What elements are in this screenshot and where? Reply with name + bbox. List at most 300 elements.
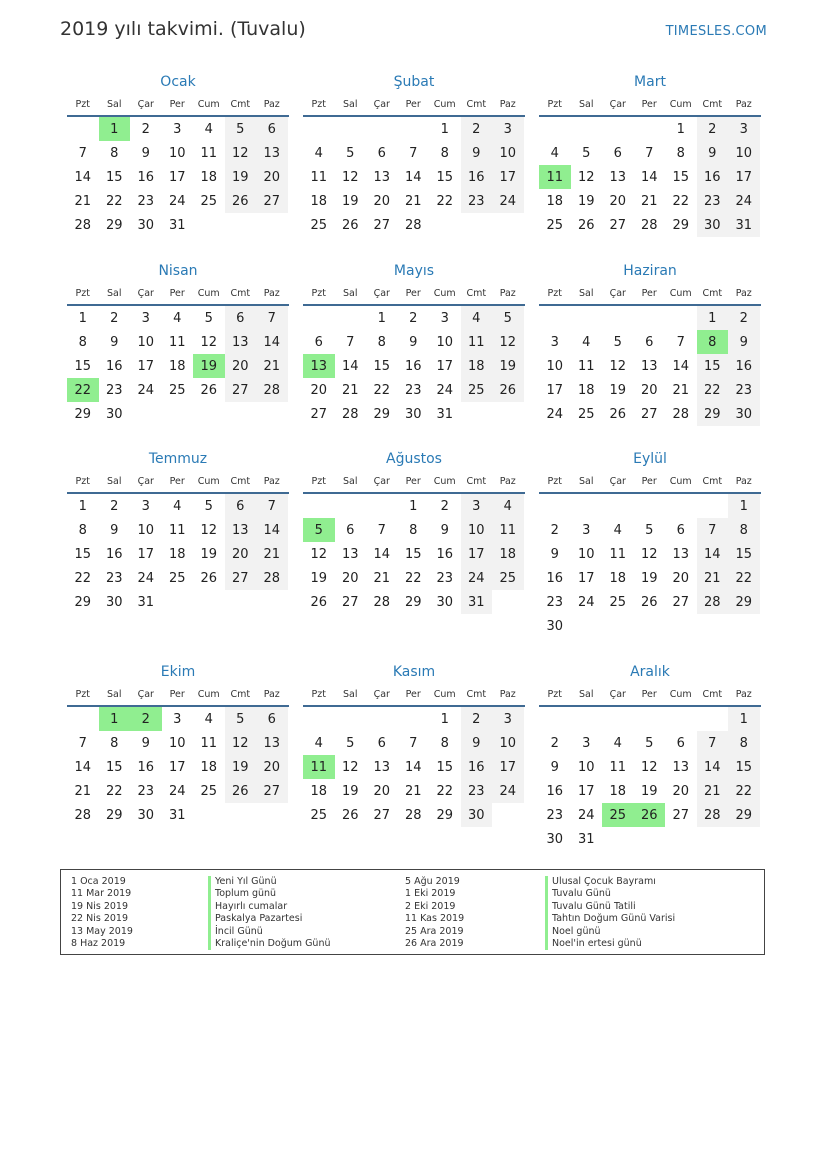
day-cell: 30 (404, 406, 422, 422)
legend-holiday-name: Yeni Yıl Günü (208, 876, 331, 888)
day-cell: 23 (546, 594, 564, 610)
holiday-day-cell: 2 (130, 707, 162, 731)
day-cell: 16 (137, 759, 155, 775)
day-cell: 24 (492, 779, 524, 803)
day-cell: 29 (404, 594, 422, 610)
day-cell: 21 (341, 382, 359, 398)
day-cell: 17 (546, 382, 564, 398)
day-cell: 23 (105, 382, 123, 398)
day-cell: 20 (225, 542, 257, 566)
day-cell: 12 (640, 546, 658, 562)
day-cell: 6 (256, 117, 288, 141)
weekday-label: Paz (263, 688, 280, 700)
day-cell: 7 (78, 735, 87, 751)
day-cell: 24 (436, 382, 454, 398)
month-name: Kasım (392, 664, 436, 680)
weekday-label: Cum (669, 475, 692, 487)
day-cell: 5 (204, 498, 213, 514)
day-cell: 3 (492, 117, 524, 141)
empty-cell (303, 306, 335, 330)
empty-cell (602, 117, 634, 141)
day-cell: 27 (225, 566, 257, 590)
day-cell: 18 (609, 783, 627, 799)
day-cell: 13 (672, 546, 690, 562)
day-cell: 2 (440, 498, 449, 514)
empty-cell (571, 117, 603, 141)
day-cell: 4 (173, 498, 182, 514)
weekday-row (303, 282, 525, 306)
day-cell: 26 (609, 406, 627, 422)
day-cell: 2 (110, 498, 119, 514)
day-cell: 28 (74, 807, 92, 823)
day-cell: 30 (546, 618, 564, 634)
day-cell: 2 (141, 121, 150, 137)
day-cell: 30 (728, 402, 760, 426)
empty-cell (366, 117, 398, 141)
weekday-label: Pzt (311, 475, 326, 487)
days-grid (303, 117, 525, 237)
empty-cell (366, 707, 398, 731)
day-cell: 29 (436, 807, 454, 823)
day-cell: 16 (105, 546, 123, 562)
day-cell: 5 (225, 117, 257, 141)
day-cell: 27 (373, 217, 391, 233)
weekday-label: Per (405, 688, 421, 700)
weekday-label: Sal (579, 98, 594, 110)
day-cell: 16 (546, 570, 564, 586)
day-cell: 10 (492, 141, 524, 165)
weekday-label: Sal (343, 98, 358, 110)
day-cell: 5 (204, 310, 213, 326)
day-cell: 17 (168, 759, 186, 775)
weekday-label: Sal (107, 287, 122, 299)
month-name: Ekim (160, 664, 196, 680)
weekday-label: Paz (735, 287, 752, 299)
day-cell: 21 (256, 354, 288, 378)
day-cell: 31 (137, 594, 155, 610)
day-cell: 4 (582, 334, 591, 350)
day-cell: 27 (256, 189, 288, 213)
day-cell: 2 (550, 735, 559, 751)
day-cell: 7 (78, 145, 87, 161)
weekday-label: Per (641, 98, 657, 110)
day-cell: 21 (640, 193, 658, 209)
legend-holiday-name: İncil Günü (208, 926, 331, 938)
weekday-row (539, 470, 761, 494)
day-cell: 30 (105, 406, 123, 422)
days-grid (67, 117, 289, 237)
day-cell: 9 (728, 330, 760, 354)
empty-cell (303, 117, 335, 141)
day-cell: 14 (640, 169, 658, 185)
weekday-label: Cum (669, 287, 692, 299)
day-cell: 23 (105, 570, 123, 586)
day-cell: 13 (225, 330, 257, 354)
weekday-label: Cmt (702, 287, 723, 299)
day-cell: 10 (577, 546, 595, 562)
day-cell: 15 (74, 546, 92, 562)
day-cell: 21 (373, 570, 391, 586)
weekday-row (303, 470, 525, 494)
day-cell: 27 (310, 406, 328, 422)
days-grid (67, 494, 289, 614)
day-cell: 20 (310, 382, 328, 398)
day-cell: 22 (728, 779, 760, 803)
day-cell: 14 (256, 330, 288, 354)
legend-date: 13 May 2019 (71, 925, 133, 937)
legend-date: 1 Eki 2019 (405, 888, 456, 900)
weekday-label: Pzt (547, 475, 562, 487)
day-cell: 16 (137, 169, 155, 185)
holiday-day-cell: 26 (634, 803, 666, 827)
day-cell: 16 (404, 358, 422, 374)
weekday-label: Per (641, 688, 657, 700)
day-cell: 2 (110, 310, 119, 326)
day-cell: 7 (645, 145, 654, 161)
day-cell: 19 (341, 193, 359, 209)
day-cell: 25 (546, 217, 564, 233)
day-cell: 7 (256, 494, 288, 518)
empty-cell (571, 707, 603, 731)
day-cell: 9 (550, 546, 559, 562)
weekday-label: Paz (263, 475, 280, 487)
legend-holiday-name: Noel günü (545, 926, 675, 938)
day-cell: 17 (168, 169, 186, 185)
day-cell: 20 (373, 783, 391, 799)
day-cell: 26 (200, 570, 218, 586)
day-cell: 8 (78, 334, 87, 350)
day-cell: 2 (550, 522, 559, 538)
weekday-label: Cum (197, 688, 220, 700)
weekday-label: Pzt (75, 688, 90, 700)
weekday-row (303, 683, 525, 707)
day-cell: 5 (645, 735, 654, 751)
weekday-row (67, 93, 289, 117)
weekday-row (67, 470, 289, 494)
weekday-label: Cum (197, 287, 220, 299)
day-cell: 13 (609, 169, 627, 185)
day-cell: 15 (105, 759, 123, 775)
month-block (539, 448, 761, 638)
day-cell: 22 (728, 566, 760, 590)
weekday-label: Paz (735, 475, 752, 487)
day-cell: 29 (105, 807, 123, 823)
weekday-label: Cmt (466, 287, 487, 299)
day-cell: 9 (550, 759, 559, 775)
legend-date: 2 Eki 2019 (405, 900, 456, 912)
day-cell: 6 (256, 707, 288, 731)
day-cell: 27 (373, 807, 391, 823)
month-name: Ocak (160, 74, 196, 90)
brand-link[interactable]: TIMESLES.COM (665, 24, 767, 39)
day-cell: 3 (550, 334, 559, 350)
weekday-label: Çar (373, 287, 390, 299)
weekday-label: Sal (343, 287, 358, 299)
day-cell: 15 (105, 169, 123, 185)
legend-dates-left (71, 876, 133, 950)
month-name: Temmuz (148, 451, 208, 467)
day-cell: 1 (697, 306, 729, 330)
day-cell: 15 (672, 169, 690, 185)
day-cell: 19 (640, 570, 658, 586)
day-cell: 20 (256, 755, 288, 779)
legend-holiday-name: Toplum günü (208, 888, 331, 900)
day-cell: 1 (409, 498, 418, 514)
day-cell: 24 (728, 189, 760, 213)
day-cell: 12 (577, 169, 595, 185)
days-grid (539, 707, 761, 851)
day-cell: 3 (173, 711, 182, 727)
weekday-label: Cum (197, 475, 220, 487)
day-cell: 20 (225, 354, 257, 378)
day-cell: 14 (672, 358, 690, 374)
day-cell: 28 (341, 406, 359, 422)
day-cell: 18 (200, 169, 218, 185)
day-cell: 24 (461, 566, 493, 590)
day-cell: 29 (373, 406, 391, 422)
days-grid (67, 306, 289, 426)
empty-cell (665, 707, 697, 731)
empty-cell (539, 494, 571, 518)
month-block (303, 71, 525, 237)
day-cell: 27 (341, 594, 359, 610)
day-cell: 19 (310, 570, 328, 586)
day-cell: 25 (609, 594, 627, 610)
month-name: Ağustos (386, 451, 442, 467)
day-cell: 24 (577, 594, 595, 610)
day-cell: 20 (672, 570, 690, 586)
day-cell: 24 (168, 783, 186, 799)
day-cell: 23 (137, 783, 155, 799)
day-cell: 13 (256, 731, 288, 755)
day-cell: 22 (105, 783, 123, 799)
day-cell: 4 (204, 121, 213, 137)
day-cell: 3 (141, 498, 150, 514)
day-cell: 10 (168, 145, 186, 161)
day-cell: 17 (137, 358, 155, 374)
day-cell: 31 (728, 213, 760, 237)
empty-cell (665, 306, 697, 330)
day-cell: 5 (582, 145, 591, 161)
day-cell: 6 (676, 735, 685, 751)
day-cell: 20 (640, 382, 658, 398)
day-cell: 4 (613, 522, 622, 538)
day-cell: 30 (137, 217, 155, 233)
day-cell: 26 (225, 779, 257, 803)
day-cell: 14 (373, 546, 391, 562)
weekday-label: Pzt (75, 98, 90, 110)
empty-cell (366, 494, 398, 518)
day-cell: 21 (74, 783, 92, 799)
day-cell: 21 (672, 382, 690, 398)
day-cell: 1 (676, 121, 685, 137)
empty-cell (335, 306, 367, 330)
day-cell: 2 (461, 707, 493, 731)
day-cell: 30 (461, 803, 493, 827)
month-name: Aralık (630, 664, 670, 680)
legend-names-right (545, 876, 675, 950)
month-block (67, 448, 289, 614)
day-cell: 5 (346, 145, 355, 161)
empty-cell (303, 707, 335, 731)
day-cell: 6 (377, 735, 386, 751)
weekday-label: Per (169, 287, 185, 299)
day-cell: 4 (314, 735, 323, 751)
day-cell: 9 (697, 141, 729, 165)
day-cell: 10 (137, 334, 155, 350)
day-cell: 26 (640, 594, 658, 610)
day-cell: 6 (225, 494, 257, 518)
day-cell: 6 (314, 334, 323, 350)
day-cell: 24 (546, 406, 564, 422)
day-cell: 23 (461, 189, 493, 213)
day-cell: 19 (200, 546, 218, 562)
empty-cell (571, 494, 603, 518)
day-cell: 21 (404, 193, 422, 209)
day-cell: 3 (461, 494, 493, 518)
holiday-day-cell: 11 (303, 755, 335, 779)
holiday-day-cell: 8 (697, 330, 729, 354)
page-title: 2019 yılı takvimi. (Tuvalu) (60, 18, 306, 40)
weekday-label: Per (169, 475, 185, 487)
day-cell: 24 (577, 807, 595, 823)
day-cell: 28 (74, 217, 92, 233)
day-cell: 20 (373, 193, 391, 209)
day-cell: 29 (74, 594, 92, 610)
day-cell: 3 (492, 707, 524, 731)
day-cell: 7 (676, 334, 685, 350)
weekday-label: Cum (433, 688, 456, 700)
legend-date: 11 Kas 2019 (405, 913, 465, 925)
month-name: Mayıs (393, 263, 435, 279)
day-cell: 26 (341, 217, 359, 233)
holiday-legend (60, 869, 765, 955)
day-cell: 15 (74, 358, 92, 374)
day-cell: 25 (200, 193, 218, 209)
day-cell: 28 (640, 217, 658, 233)
weekday-label: Sal (579, 287, 594, 299)
empty-cell (303, 494, 335, 518)
legend-date: 1 Oca 2019 (71, 876, 126, 887)
day-cell: 18 (200, 759, 218, 775)
day-cell: 9 (141, 735, 150, 751)
day-cell: 19 (225, 755, 257, 779)
day-cell: 3 (582, 522, 591, 538)
day-cell: 7 (697, 518, 729, 542)
day-cell: 16 (105, 358, 123, 374)
day-cell: 30 (546, 831, 564, 847)
day-cell: 22 (697, 378, 729, 402)
weekday-label: Çar (609, 287, 626, 299)
weekday-label: Çar (137, 287, 154, 299)
weekday-label: Per (169, 688, 185, 700)
weekday-row (539, 282, 761, 306)
day-cell: 23 (137, 193, 155, 209)
month-block (67, 260, 289, 426)
day-cell: 26 (310, 594, 328, 610)
weekday-label: Pzt (547, 98, 562, 110)
holiday-day-cell: 1 (99, 707, 131, 731)
day-cell: 23 (461, 779, 493, 803)
day-cell: 6 (613, 145, 622, 161)
day-cell: 18 (310, 193, 328, 209)
weekday-label: Pzt (75, 475, 90, 487)
day-cell: 11 (609, 759, 627, 775)
day-cell: 8 (78, 522, 87, 538)
days-grid (303, 494, 525, 614)
days-grid (539, 117, 761, 237)
day-cell: 28 (373, 594, 391, 610)
weekday-label: Paz (499, 98, 516, 110)
month-block (539, 661, 761, 851)
weekday-label: Çar (373, 688, 390, 700)
day-cell: 29 (697, 402, 729, 426)
day-cell: 9 (141, 145, 150, 161)
legend-holiday-name: Ulusal Çocuk Bayramı (545, 876, 675, 888)
day-cell: 26 (341, 807, 359, 823)
empty-cell (634, 306, 666, 330)
day-cell: 7 (409, 735, 418, 751)
day-cell: 8 (440, 145, 449, 161)
day-cell: 21 (697, 779, 729, 803)
day-cell: 28 (697, 803, 729, 827)
day-cell: 20 (609, 193, 627, 209)
weekday-label: Pzt (547, 287, 562, 299)
weekday-label: Çar (137, 98, 154, 110)
weekday-label: Paz (499, 475, 516, 487)
day-cell: 28 (697, 590, 729, 614)
weekday-row (539, 683, 761, 707)
day-cell: 11 (310, 169, 328, 185)
day-cell: 20 (341, 570, 359, 586)
day-cell: 10 (492, 731, 524, 755)
day-cell: 8 (440, 735, 449, 751)
empty-cell (697, 494, 729, 518)
day-cell: 9 (409, 334, 418, 350)
day-cell: 25 (461, 378, 493, 402)
legend-date: 19 Nis 2019 (71, 900, 128, 912)
day-cell: 19 (341, 783, 359, 799)
day-cell: 25 (168, 382, 186, 398)
weekday-label: Pzt (311, 688, 326, 700)
days-grid (303, 707, 525, 827)
day-cell: 4 (613, 735, 622, 751)
day-cell: 8 (110, 735, 119, 751)
day-cell: 27 (225, 378, 257, 402)
empty-cell (634, 494, 666, 518)
day-cell: 12 (640, 759, 658, 775)
day-cell: 13 (256, 141, 288, 165)
day-cell: 9 (110, 334, 119, 350)
empty-cell (398, 117, 430, 141)
days-grid (539, 306, 761, 426)
day-cell: 22 (436, 783, 454, 799)
day-cell: 28 (404, 217, 422, 233)
day-cell: 18 (609, 570, 627, 586)
weekday-label: Çar (373, 475, 390, 487)
empty-cell (335, 494, 367, 518)
empty-cell (634, 117, 666, 141)
weekday-label: Cum (433, 287, 456, 299)
day-cell: 10 (728, 141, 760, 165)
day-cell: 21 (74, 193, 92, 209)
empty-cell (634, 707, 666, 731)
weekday-label: Çar (609, 475, 626, 487)
day-cell: 17 (436, 358, 454, 374)
day-cell: 17 (137, 546, 155, 562)
day-cell: 13 (640, 358, 658, 374)
day-cell: 18 (492, 542, 524, 566)
